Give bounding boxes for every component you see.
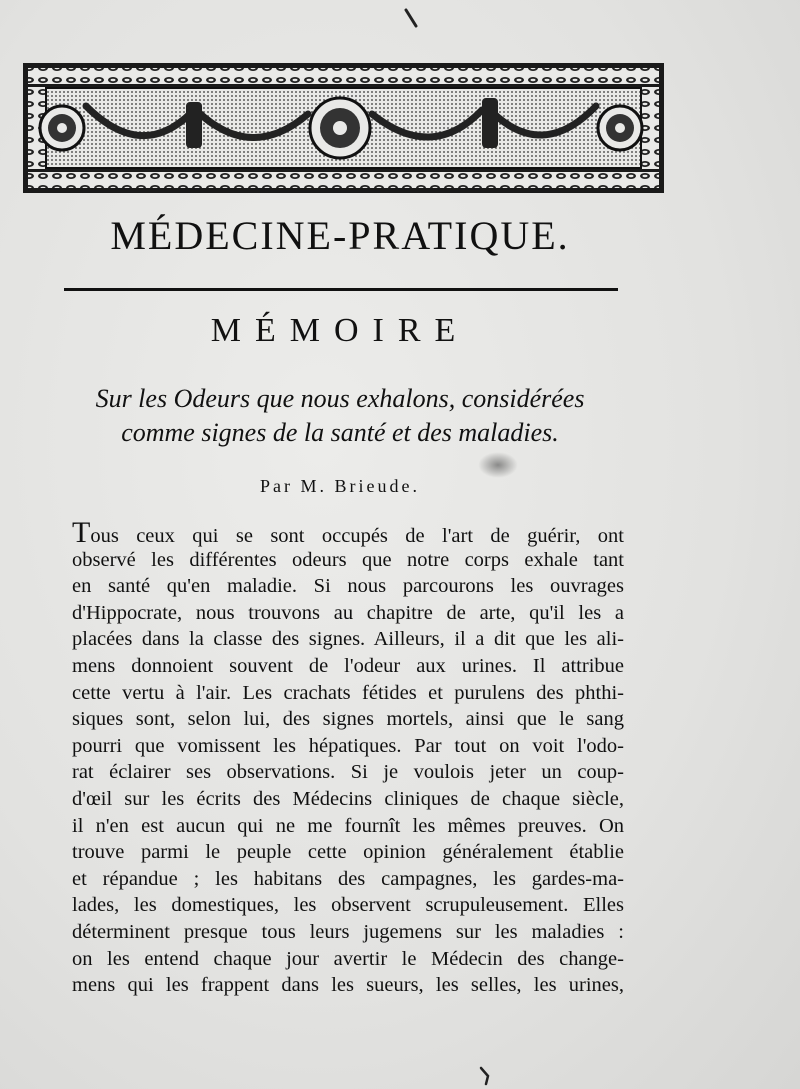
page-title: MÉDECINE-PRATIQUE.: [110, 213, 570, 258]
body-line: trouve parmi le peuple cette opinion généralement établie: [72, 841, 624, 864]
memoir-subtitle: [60, 382, 620, 450]
subtitle-line-2: comme signes de la santé et des maladies.: [121, 418, 559, 447]
body-line: siques sont, selon lui, des signes mortels, ainsi que le sang: [72, 708, 624, 731]
body-line: d'Hippocrate, nous trouvons au chapitre de arte, qu'il les a: [72, 601, 624, 624]
body-line: il n'en est aucun qui ne me fournît les mêmes preuves. On: [72, 814, 624, 837]
body-line: déterminent presque tous leurs jugemens sur les maladies :: [72, 920, 624, 943]
title-rule: [64, 288, 618, 291]
body-line: Tous ceux qui se sont occupés de l'art de guérir, ont: [72, 516, 624, 549]
body-line: pourri que vomissent les hépatiques. Par tout on voit l'odo-: [72, 734, 624, 757]
body-line: lades, les domestiques, les observent scrupuleusement. Elles: [72, 894, 624, 917]
pen-mark-top: [404, 8, 420, 30]
section-heading: MÉMOIRE: [210, 312, 470, 349]
author-byline: Par M. Brieude.: [260, 476, 420, 496]
rosette-right-icon: [598, 106, 642, 150]
body-line: mens qui les frappent dans les sueurs, les selles, les urines,: [72, 974, 624, 997]
body-line: rat éclairer ses observations. Si je voulois jeter un coup-: [72, 761, 624, 784]
rosette-center-icon: [310, 98, 370, 158]
body-line: mens donnoient souvent de l'odeur aux urines. Il attribue: [72, 654, 624, 677]
body-paragraph: [72, 516, 624, 999]
body-line: observé les différentes odeurs que notre corps exhale tant: [72, 548, 624, 571]
ink-smudge: [478, 452, 518, 478]
body-line: en santé qu'en maladie. Si nous parcourons les ouvrages: [72, 575, 624, 598]
body-line: on les entend chaque jour avertir le Médecin des change-: [72, 947, 624, 970]
body-line: cette vertu à l'air. Les crachats fétides et purulens des phthi-: [72, 681, 624, 704]
rosette-left-icon: [40, 106, 84, 150]
subtitle-line-1: Sur les Odeurs que nous exhalons, considérées: [95, 384, 585, 413]
body-line: d'œil sur les écrits des Médecins cliniques de chaque siècle,: [72, 787, 624, 810]
body-line: et répandue ; les habitans des campagnes, les gardes-ma-: [72, 867, 624, 890]
header-ornament-band: [22, 62, 665, 194]
body-line: placées dans la classe des signes. Ailleurs, il a dit que les ali-: [72, 628, 624, 651]
pen-mark-bottom: [478, 1066, 494, 1086]
